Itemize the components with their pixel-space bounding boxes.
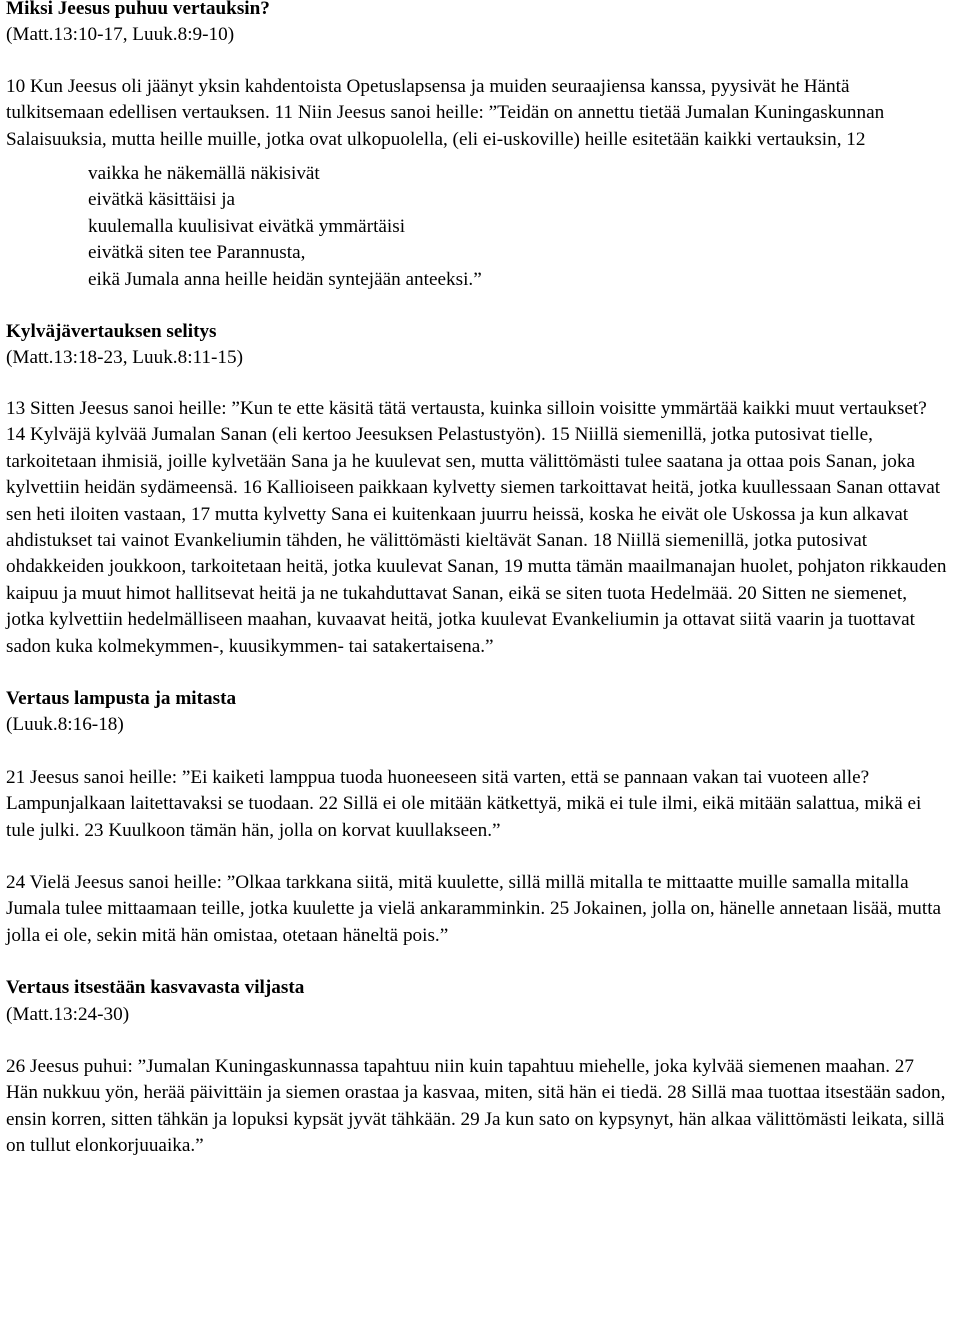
section-why-parables (6, 0, 950, 49)
spacer (6, 844, 950, 870)
spacer (6, 1028, 950, 1054)
quote-line: eivätkä siten tee Parannusta, (88, 242, 306, 264)
section-paragraph: 26 Jeesus puhui: ”Jumalan Kuningaskunnassa tapahtuu niin kuin tapahtuu miehelle, joka kylvää siemenen maahan. 27 Hän nukkuu yön, herää päivittäin ja siemen orastaa ja kasvaa, miten, sitä hän ei tiedä. 28 Sillä maa tuottaa itsestään sadon, ensin korren, sitten tähkän ja lopuksi kypsät jyvät tähkään. 29 Ja kun sato on kypsynyt, hän alkaa välittömästi leikata, sillä on tullut elonkorjuuaika.” (6, 1056, 946, 1157)
spacer (6, 949, 950, 975)
quote-line: eivätkä käsittäisi ja (88, 189, 236, 211)
spacer (6, 49, 950, 74)
spacer (6, 660, 950, 686)
section-sower-explanation (6, 319, 950, 372)
quote-line: kuulemalla kuulisivat eivätkä ymmärtäisi (88, 215, 406, 237)
section-reference: (Luuk.8:16-18) (6, 714, 124, 736)
section-reference: (Matt.13:24-30) (6, 1003, 130, 1025)
spacer (6, 372, 950, 396)
spacer (6, 153, 950, 161)
section-title: Miksi Jeesus puhuu vertauksin? (6, 0, 270, 19)
section-paragraph: 21 Jeesus sanoi heille: ”Ei kaiketi lamppua tuoda huoneeseen sitä varten, että se pannaan vakan tai vuoteen alle? Lampunjalkaan laitettavaksi se tuodaan. 22 Sillä ei ole mitään kätkettyä, mikä ei tule ilmi, eikä mitään salattua, mikä ei tule julki. 23 Kuulkoon tämän hän, jolla on korvat kuullakseen.” (6, 766, 922, 841)
section-paragraph-2: 24 Vielä Jeesus sanoi heille: ”Olkaa tarkkana siitä, mitä kuulette, sillä millä mitalla te mittaatte muille samalla mitalla Jumala tulee mittaamaan teille, jotka kuulette ja vielä ankaramminkin. 25 Jokainen, jolla on, hänelle annetaan lisää, mutta jolla ei ole, sekin mitä hän omistaa, otetaan häneltä pois.” (6, 871, 942, 946)
section-growing-seed (6, 975, 950, 1028)
quote-line: vaikka he näkemällä näkisivät (88, 163, 320, 185)
section-paragraph: 13 Sitten Jeesus sanoi heille: ”Kun te ette käsitä tätä vertausta, kuinka silloin voisitte ymmärtää kaikki muut vertaukset? 14 Kylväjä kylvää Jumalan Sanan (eli kertoo Jeesuksen Pelastustyön). 15 Niillä siemenillä, jotka putosivat tielle, tarkoitetaan ihmisiä, joille kylvetään Sana ja he kuulevat sen, mutta välittömästi tulee saatana ja ottaa pois Sanan, joka kylvettiin heidän sydämeensä. 16 Kallioiseen paikkaan kylvetty siemen tarkoittavat heitä, jotka kuullessaan Sanan ottavat sen heti iloiten vastaan, 17 mutta kylvetty Sana ei kuitenkaan juurru heissä, koska he eivät ole Uskossa ja kun alkavat ahdistukset tai vainot Evankeliumin tähden, he välittömästi kieltävät Sanan. 18 Niillä siemenillä, jotka putosivat ohdakkeiden joukkoon, tarkoitetaan heitä, jotka kuulevat Sanan, 19 mutta tämän maailmanajan huolet, pohjaton rikkauden kaipuu ja muut himot hallitsevat heitä ja ne tukahduttavat Sanan, eikä se siten tuota Hedelmää. 20 Sitten ne siemenet, jotka kylvettiin hedelmälliseen maahan, kuvaavat heitä, jotka kuulevat Evankeliumin ja ottavat siitä vaarin ja tuottavat sadon kuka kolmekymmen-, kuusikymmen- tai satakertaisena.” (6, 397, 947, 657)
section-title: Kylväjävertauksen selitys (6, 321, 217, 343)
section-paragraph: 10 Kun Jeesus oli jäänyt yksin kahdentoista Opetuslapsensa ja muiden seuraajiensa kanssa, pyysivät he Häntä tulkitsemaan edellisen vertauksen. 11 Niin Jeesus sanoi heille: ”Teidän on annettu tietää Jumalan Kuningaskunnan Salaisuuksia, mutta heille muille, jotka ovat ulkopuolella, (eli ei-uskoville) heille esitetään kaikki vertauksin, 12 (6, 75, 885, 150)
quote-block (88, 161, 950, 293)
section-reference: (Matt.13:10-17, Luuk.8:9-10) (6, 24, 235, 46)
section-title: Vertaus lampusta ja mitasta (6, 687, 237, 709)
spacer (6, 739, 950, 765)
spacer (6, 293, 950, 319)
section-reference: (Matt.13:18-23, Luuk.8:11-15) (6, 347, 243, 369)
section-lamp-and-measure (6, 686, 950, 739)
quote-line: eikä Jumala anna heille heidän syntejään anteeksi.” (88, 268, 482, 290)
section-title: Vertaus itsestään kasvavasta viljasta (6, 977, 305, 999)
